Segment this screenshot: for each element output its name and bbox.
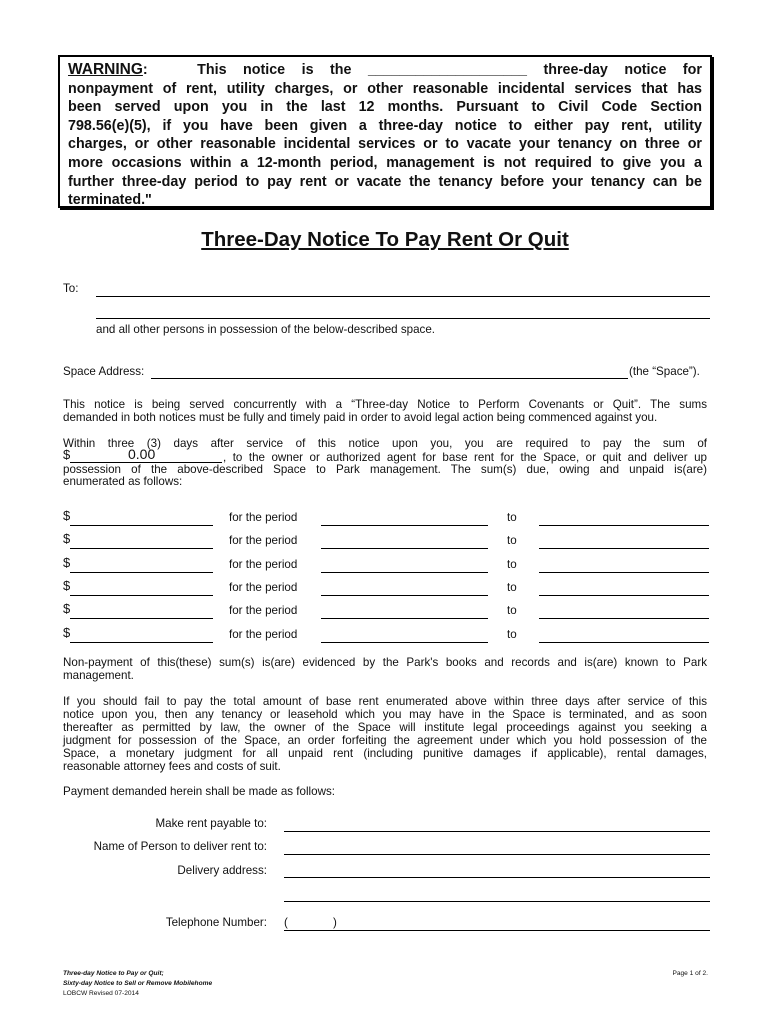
period-dollar: $ <box>63 508 71 523</box>
period-amount-field[interactable] <box>70 548 213 549</box>
period-for-label: for the period <box>229 558 298 571</box>
period-amount-field[interactable] <box>70 618 213 619</box>
phone-label: Telephone Number: <box>165 916 267 929</box>
fail-line-5: Space, a monetary judgment for all unpaid rent (including punitive damages if applicable), rental damages, <box>63 747 707 760</box>
period-dollar: $ <box>63 625 71 640</box>
within-line-2: , to the owner or authorized agent for base rent for the Space, or quit and deliver up <box>223 451 707 464</box>
period-for-label: for the period <box>229 628 298 641</box>
fail-line-2: notice upon you, then any tenancy or leasehold which you may have in the Space is terminated, and as soon <box>63 708 707 721</box>
period-to-label: to <box>507 534 517 547</box>
concurrent-line-1: This notice is being served concurrently with a “Three-day Notice to Perform Covenants or Quit”. The sums <box>63 398 707 411</box>
warning-line-4: 798.56(e)(5), if you have been given a three-day notice to either pay rent, utility <box>68 117 702 134</box>
person-label: Name of Person to deliver rent to: <box>93 840 267 853</box>
delivery-field-2[interactable] <box>284 901 710 902</box>
period-to-label: to <box>507 581 517 594</box>
amount-value: 0.00 <box>128 446 156 462</box>
others-text: and all other persons in possession of the below-described space. <box>96 323 435 336</box>
space-address-field[interactable] <box>151 378 628 379</box>
nonpayment-line-2: management. <box>63 669 134 682</box>
period-for-label: for the period <box>229 511 298 524</box>
to-label: To: <box>63 282 79 295</box>
space-suffix: (the “Space”). <box>629 365 700 378</box>
phone-close-paren: ) <box>333 916 337 929</box>
warning-line-5: charges, or other reasonable incidental services or to vacate your tenancy on three or <box>68 136 702 153</box>
phone-open-paren: ( <box>284 916 288 929</box>
warning-line-8: terminated." <box>68 192 152 209</box>
phone-field[interactable] <box>284 930 710 931</box>
page-title: Three-Day Notice To Pay Rent Or Quit <box>201 228 569 251</box>
fail-line-4: judgment for possession of the Space, an order forfeiting the agreement under which you hold possession of the <box>63 734 707 747</box>
warning-line-2: nonpayment of rent, utility charges, or other reasonable incidental services that has <box>68 80 702 97</box>
period-to-label: to <box>507 511 517 524</box>
warning-line-1: WARNING: This notice is the ____________________ three-day notice for <box>68 61 702 78</box>
period-start-field[interactable] <box>321 642 488 643</box>
page-number: Page 1 of 2. <box>672 970 708 977</box>
warning-line-6: more occasions within a 12-month period, management is not required to give you a <box>68 154 702 171</box>
delivery-field-1[interactable] <box>284 877 710 878</box>
period-end-field[interactable] <box>539 525 709 526</box>
period-end-field[interactable] <box>539 548 709 549</box>
period-end-field[interactable] <box>539 642 709 643</box>
payable-field[interactable] <box>284 831 710 832</box>
warning-label: WARNING <box>68 61 143 78</box>
period-amount-field[interactable] <box>70 525 213 526</box>
period-amount-field[interactable] <box>70 642 213 643</box>
period-for-label: for the period <box>229 604 298 617</box>
period-start-field[interactable] <box>321 548 488 549</box>
period-dollar: $ <box>63 601 71 616</box>
amount-dollar: $ <box>63 447 71 462</box>
period-end-field[interactable] <box>539 572 709 573</box>
footer-line-3: LOBCW Revised 07-2014 <box>63 990 139 997</box>
fail-line-1: If you should fail to pay the total amount of base rent enumerated above within three days after service of this <box>63 695 707 708</box>
fail-line-6: reasonable attorney fees and costs of suit. <box>63 760 281 773</box>
within-line-1: Within three (3) days after service of this notice upon you, you are required to pay the sum of <box>63 437 707 450</box>
period-start-field[interactable] <box>321 525 488 526</box>
payment-intro: Payment demanded herein shall be made as follows: <box>63 785 335 798</box>
period-dollar: $ <box>63 531 71 546</box>
period-end-field[interactable] <box>539 595 709 596</box>
period-amount-field[interactable] <box>70 572 213 573</box>
delivery-label: Delivery address: <box>177 864 267 877</box>
period-dollar: $ <box>63 578 71 593</box>
to-field-1[interactable] <box>96 296 710 297</box>
within-line-3: possession of the above-described Space to Park management. The sum(s) due, owing and unpaid is(are) <box>63 463 707 476</box>
period-to-label: to <box>507 628 517 641</box>
payable-label: Make rent payable to: <box>155 817 267 830</box>
person-field[interactable] <box>284 854 710 855</box>
within-line-4: enumerated as follows: <box>63 475 183 488</box>
period-start-field[interactable] <box>321 618 488 619</box>
warning-line-7: further three-day period to pay rent or vacate the tenancy before your tenancy can be <box>68 173 702 190</box>
warning-box <box>58 55 712 208</box>
to-field-2[interactable] <box>96 318 710 319</box>
period-start-field[interactable] <box>321 572 488 573</box>
space-address-label: Space Address: <box>63 365 145 378</box>
period-to-label: to <box>507 604 517 617</box>
warning-line-3: been served upon you in the last 12 months. Pursuant to Civil Code Section <box>68 99 702 116</box>
nonpayment-line-1: Non-payment of this(these) sum(s) is(are) evidenced by the Park's books and records and is(are) known to Park <box>63 656 707 669</box>
period-start-field[interactable] <box>321 595 488 596</box>
period-amount-field[interactable] <box>70 595 213 596</box>
concurrent-line-2: demanded in both notices must be fully and timely paid in order to avoid legal action being commenced against you. <box>63 411 658 424</box>
footer-line-1: Three-day Notice to Pay or Quit; <box>63 970 164 977</box>
period-for-label: for the period <box>229 581 298 594</box>
fail-line-3: thereafter as permitted by law, the owner of the Space will institute legal proceedings against you seeking a <box>63 721 707 734</box>
period-end-field[interactable] <box>539 618 709 619</box>
period-dollar: $ <box>63 555 71 570</box>
footer-line-2: Sixty-day Notice to Sell or Remove Mobilehome <box>63 980 213 987</box>
period-for-label: for the period <box>229 534 298 547</box>
period-to-label: to <box>507 558 517 571</box>
